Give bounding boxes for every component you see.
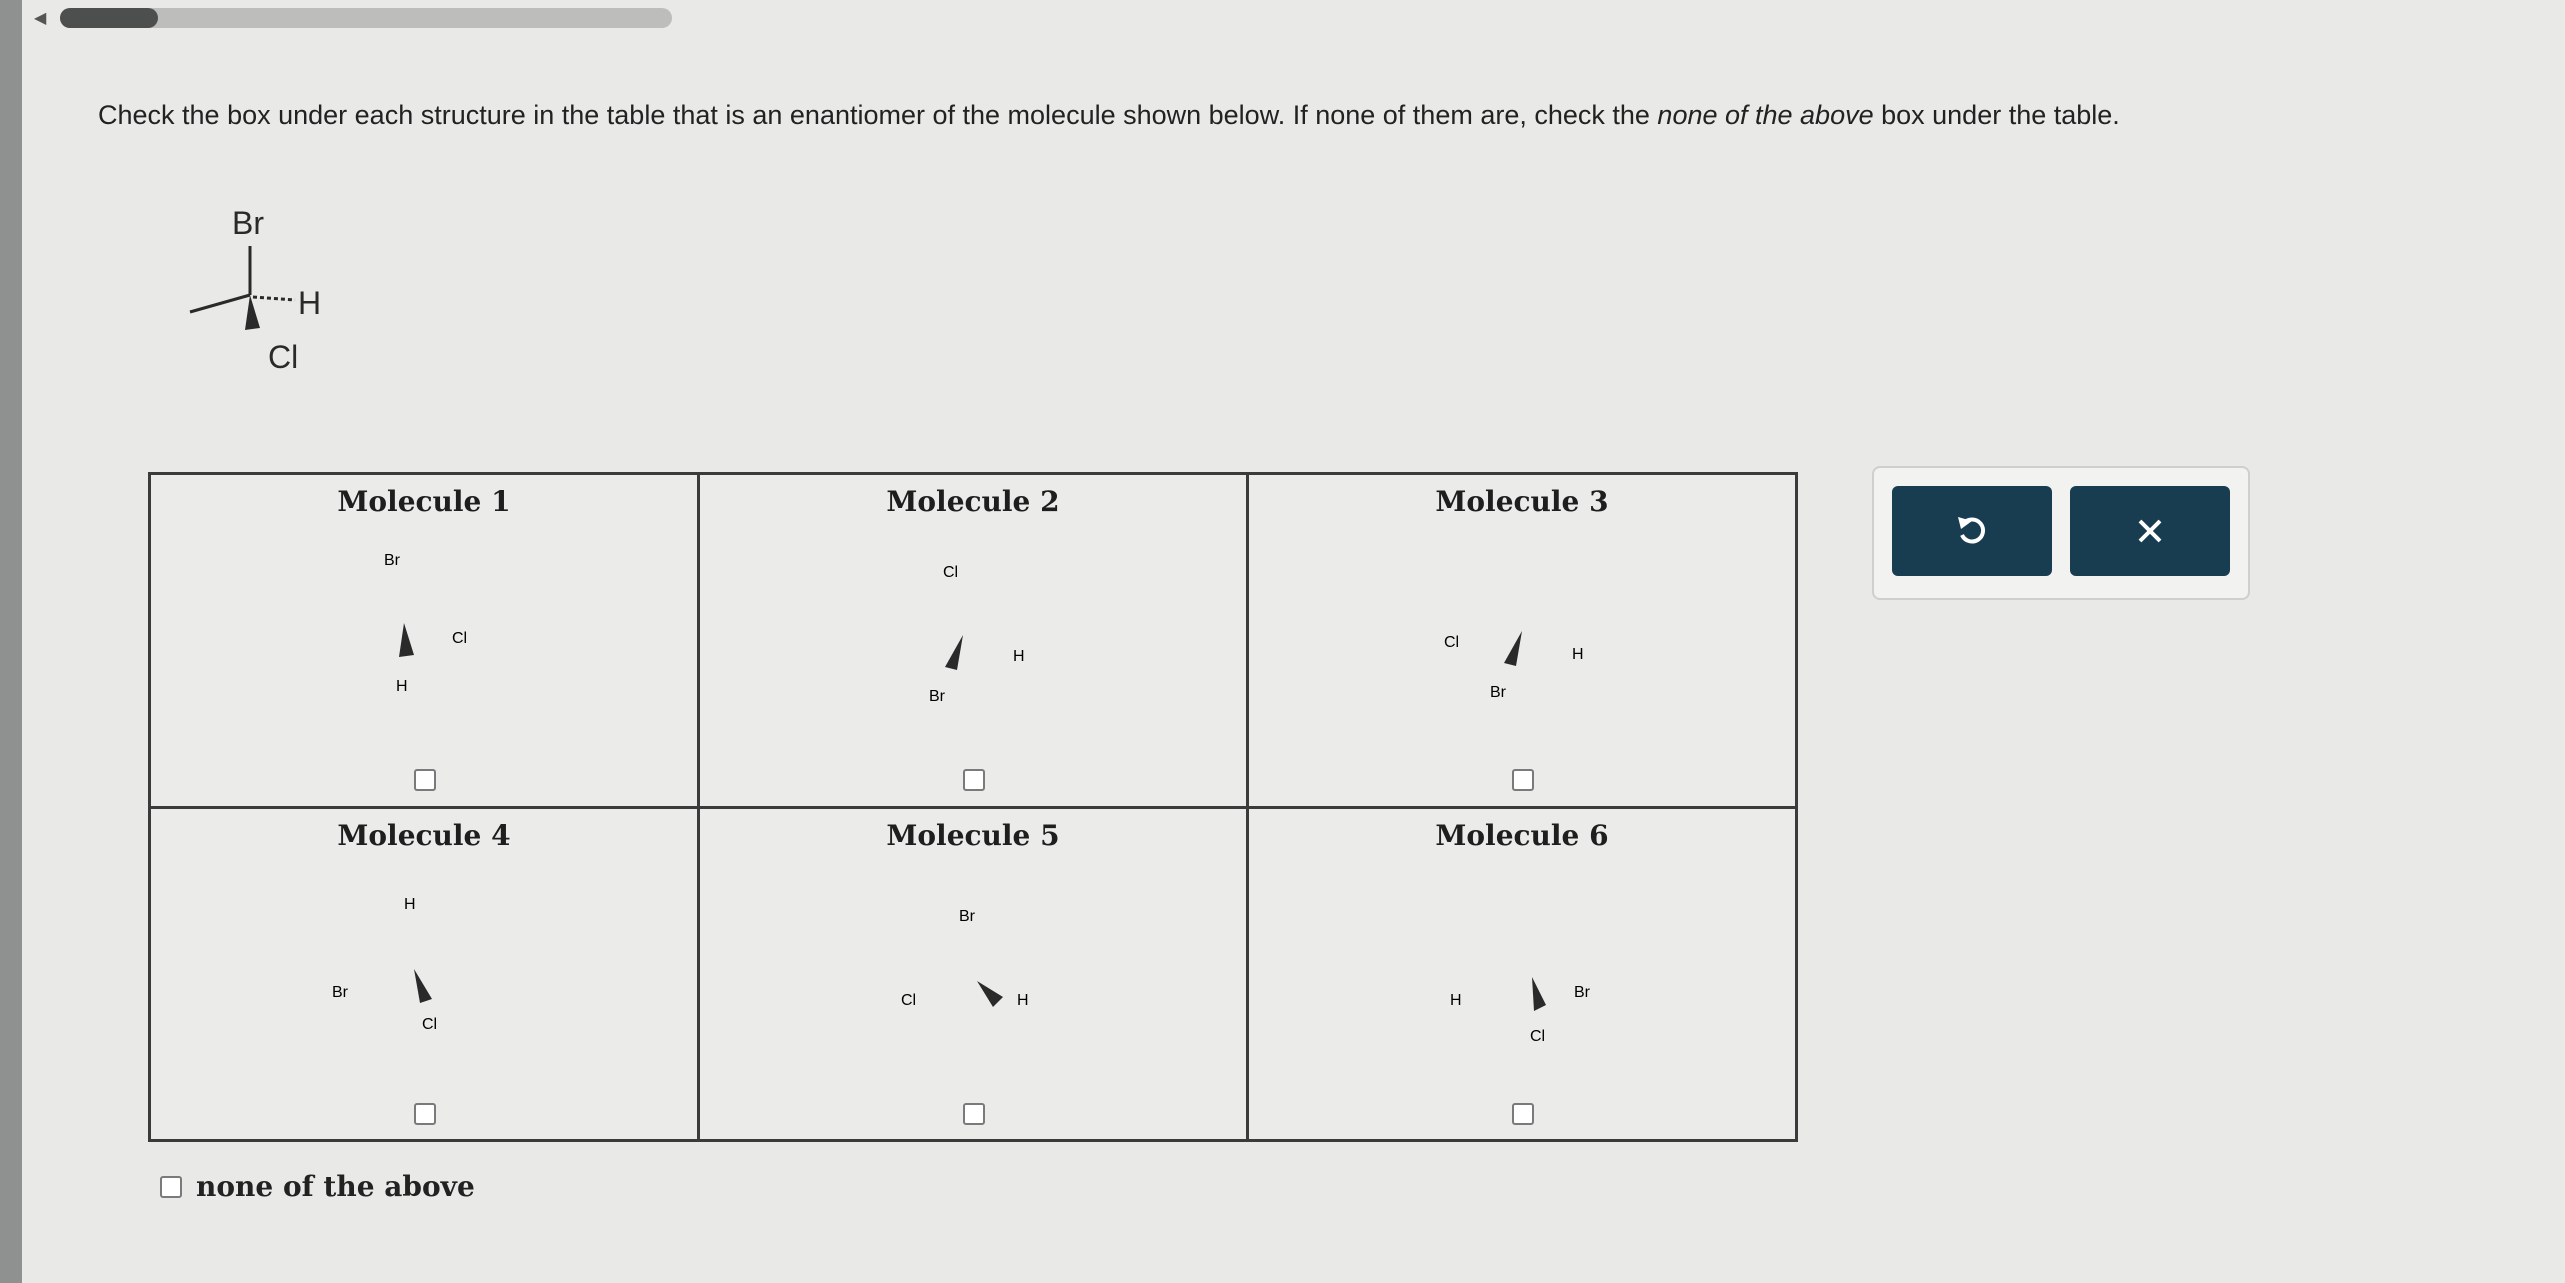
mol3-label-right: H [1572, 646, 1584, 663]
molecule-4-structure [284, 869, 564, 1069]
mol1-label-bottom: H [396, 678, 408, 695]
undo-icon [1952, 511, 1992, 551]
molecule-title: Molecule 4 [337, 818, 511, 852]
none-of-the-above-option[interactable] [160, 1170, 475, 1203]
molecule-1-checkbox[interactable] [414, 769, 436, 791]
close-icon [2130, 511, 2170, 551]
mol4-label-bottom: Cl [422, 1015, 438, 1033]
ref-label-top: Br [232, 205, 264, 241]
mol4-label-top: H [404, 895, 416, 913]
none-of-the-above-label: none of the above [196, 1170, 475, 1203]
molecule-title: Molecule 3 [1435, 485, 1609, 518]
ref-label-right: H [298, 285, 322, 321]
molecule-3-structure [1382, 535, 1662, 715]
molecule-cell-4 [150, 807, 699, 1141]
molecule-5-checkbox[interactable] [963, 1103, 985, 1125]
mol1-label-right: Cl [452, 630, 468, 647]
molecule-title: Molecule 1 [337, 485, 511, 518]
molecule-cell-6 [1248, 807, 1797, 1141]
mol6-label-bottom: Cl [1530, 1027, 1546, 1045]
mol6-label-right: Br [1574, 983, 1590, 1001]
undo-button[interactable] [1892, 486, 2052, 576]
molecule-5-structure [833, 869, 1113, 1069]
mol5-label-right: H [1017, 991, 1029, 1009]
question-instructions [98, 100, 2528, 130]
progress-fill [60, 8, 158, 28]
molecule-cell-5 [699, 807, 1248, 1141]
mol2-label-bottom: Br [929, 688, 945, 705]
mol1-label-top: Br [384, 552, 400, 569]
molecule-cell-1 [150, 474, 699, 808]
molecule-2-structure [833, 535, 1113, 715]
molecule-1-structure [284, 535, 564, 715]
close-button[interactable] [2070, 486, 2230, 576]
action-panel [1872, 466, 2250, 600]
none-of-the-above-checkbox[interactable] [160, 1176, 182, 1198]
back-arrow-icon[interactable]: ◀ [34, 10, 47, 27]
mol4-label-left: Br [332, 983, 348, 1001]
screen-edge [0, 0, 22, 1283]
mol3-label-left: Cl [1444, 634, 1460, 651]
molecule-2-checkbox[interactable] [963, 769, 985, 791]
mol2-label-right: H [1013, 648, 1025, 665]
molecule-cell-2 [699, 474, 1248, 808]
mol2-label-top: Cl [943, 564, 959, 581]
molecule-4-checkbox[interactable] [414, 1103, 436, 1125]
progress-bar [60, 8, 672, 28]
mol5-label-left: Cl [901, 991, 917, 1009]
mol5-label-top: Br [959, 907, 975, 925]
instructions-emphasis: none of the above [1657, 100, 1874, 130]
molecule-title: Molecule 6 [1435, 818, 1609, 852]
molecule-cell-3 [1248, 474, 1797, 808]
mol6-label-left: H [1450, 991, 1462, 1009]
instructions-text-end: box under the table. [1873, 100, 2120, 130]
ref-label-bottom: Cl [268, 339, 299, 375]
instructions-text: Check the box under each structure in the table that is an enantiomer of the molecule shown below. If none of them are, check the [98, 100, 1658, 130]
molecule-title: Molecule 5 [886, 818, 1060, 852]
molecule-6-structure [1382, 869, 1662, 1069]
molecule-table [148, 472, 1798, 1142]
molecule-title: Molecule 2 [886, 485, 1060, 518]
reference-molecule [170, 200, 370, 390]
molecule-6-checkbox[interactable] [1512, 1103, 1534, 1125]
mol3-label-bottom: Br [1490, 684, 1506, 701]
molecule-3-checkbox[interactable] [1512, 769, 1534, 791]
